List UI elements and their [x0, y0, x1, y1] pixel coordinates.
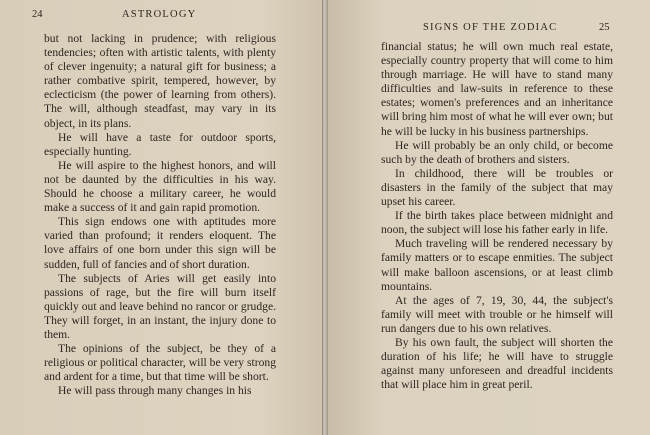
paragraph: He will have a taste for outdoor sports, especially hunting. [44, 130, 276, 158]
paragraph: He will probably be an only child, or become such by the death of brothers and sisters. [381, 138, 613, 166]
paragraph: By his own fault, the subject will shorten the duration of his life; he will have to struggle against many unforeseen and dreadful incidents that will place him in great peril. [381, 335, 613, 392]
paragraph: but not lacking in prudence; with religious tendencies; often with artistic talents, with plenty of clever ingenuity; a natural gift for business; a rather combative spirit, tempered, however, by eclecticism (the power of learning from others). The will, although steadfast, may vary in its object, in its plans. [44, 32, 276, 130]
running-head: ASTROLOGY [122, 9, 197, 20]
paragraph: If the birth takes place between midnight and noon, the subject will lose his father early in life. [381, 209, 613, 237]
page-body [44, 32, 276, 398]
left-page [0, 0, 322, 435]
paragraph: Much traveling will be rendered necessary by family matters or to escape enmities. The subject will make balloon ascensions, or at least climb mountains. [381, 237, 613, 293]
right-page [328, 0, 650, 435]
paragraph: In childhood, there will be troubles or disasters in the family of the subject that may upset his career. [381, 166, 613, 209]
page-body [381, 40, 613, 392]
paragraph: financial status; he will own much real estate, especially country property that will come to him through marriage. He will have to stand many difficulties and law-suits in reference to these estates; women's preferences and an inheritance will bring him most of what he will ever own; but he will be lucky in his business partnerships. [381, 40, 613, 138]
paragraph: He will aspire to the highest honors, and will not be daunted by the difficulties in his way. Should he choose a military career, he would make a success of it and gain rapid promotion. [44, 158, 276, 215]
paragraph: The opinions of the subject, be they of a religious or political character, will be very strong and ardent for a time, but that time will be short. [44, 342, 276, 384]
paragraph: This sign endows one with aptitudes more varied than profound; it renders eloquent. The love affairs of one born under this sign will be sudden, full of fancies and of short duration. [44, 215, 276, 271]
running-head: SIGNS OF THE ZODIAC [423, 22, 558, 33]
page-number: 25 [599, 22, 610, 33]
paragraph: At the ages of 7, 19, 30, 44, the subject's family will meet with trouble or he himself will run dangers due to his own relatives. [381, 293, 613, 335]
page-number: 24 [32, 9, 43, 20]
paragraph: He will pass through many changes in his [58, 384, 252, 398]
paragraph: The subjects of Aries will get easily into passions of rage, but the fire will burn itself quickly out and leave behind no rancor or grudge. They will forget, in an instant, the injury done to them. [44, 271, 276, 341]
